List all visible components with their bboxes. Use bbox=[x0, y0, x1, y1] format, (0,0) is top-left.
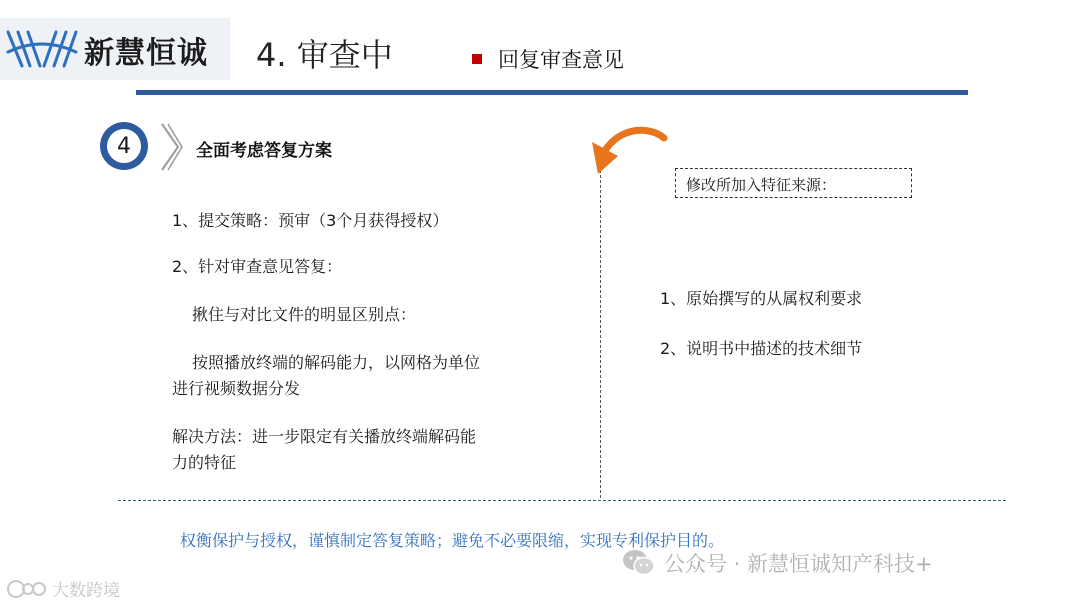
section-title: 4. 审查中 bbox=[256, 36, 393, 74]
response-item: 2、针对审查意见答复： bbox=[172, 257, 343, 276]
subtitle-group bbox=[472, 44, 624, 74]
watermark-logo-icon bbox=[6, 578, 48, 600]
solution-line-1: 解决方法：进一步限定有关播放终端解码能 bbox=[172, 427, 477, 446]
page-subtitle: 回复审查意见 bbox=[498, 48, 624, 72]
distinction-heading: 揪住与对比文件的明显区别点： bbox=[192, 305, 417, 324]
distinction-line-2: 进行视频数据分发 bbox=[172, 379, 301, 398]
curved-arrow-icon bbox=[584, 126, 668, 182]
step-number-badge bbox=[100, 122, 148, 170]
header-divider bbox=[136, 90, 968, 95]
wechat-watermark bbox=[622, 548, 933, 578]
logo bbox=[0, 18, 230, 80]
wechat-icon bbox=[622, 548, 656, 578]
column-divider bbox=[600, 160, 601, 498]
strategy-item: 1、提交策略：预审（3个月获得授权） bbox=[172, 211, 449, 230]
footer-divider bbox=[118, 500, 1006, 501]
corner-watermark-text: 大数跨境 bbox=[52, 581, 120, 601]
logo-text: 新慧恒诚 bbox=[84, 36, 208, 71]
square-bullet-icon bbox=[472, 54, 482, 64]
corner-watermark bbox=[6, 576, 120, 601]
logo-mark-icon bbox=[4, 26, 80, 74]
step-heading: 全面考虑答复方案 bbox=[196, 141, 332, 161]
feature-source-box: 修改所加入特征来源： bbox=[675, 168, 912, 198]
source-item-1: 1、原始撰写的从属权利要求 bbox=[660, 289, 863, 308]
solution-line-2: 力的特征 bbox=[172, 453, 237, 472]
source-item-2: 2、说明书中描述的技术细节 bbox=[660, 339, 863, 358]
distinction-line-1: 按照播放终端的解码能力，以网格为单位 bbox=[192, 353, 481, 372]
footer-note: 权衡保护与授权，谨慎制定答复策略；避免不必要限缩，实现专利保护目的。 bbox=[180, 531, 725, 550]
step-number: 4 bbox=[107, 129, 141, 163]
wechat-watermark-text: 公众号 · 新慧恒诚知产科技+ bbox=[664, 552, 933, 576]
chevron-right-icon bbox=[158, 122, 184, 172]
